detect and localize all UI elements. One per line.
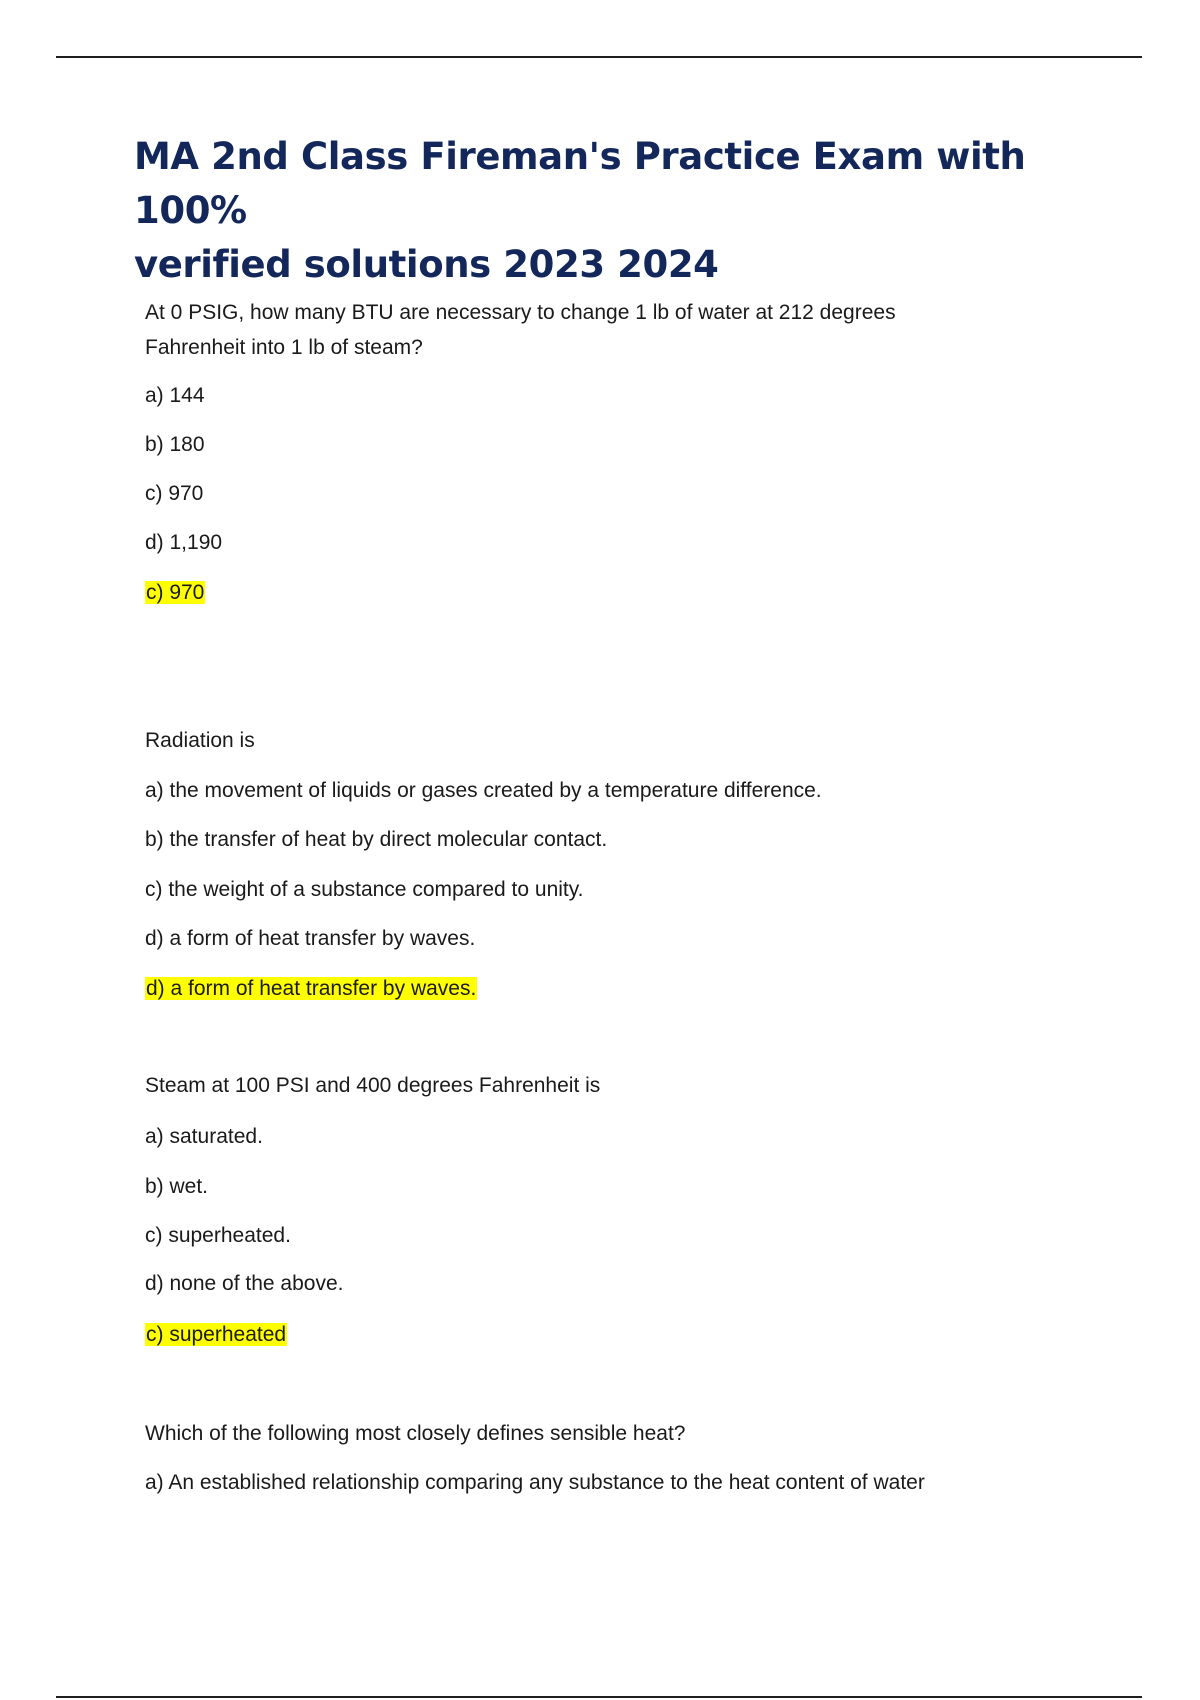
question-1-answer bbox=[145, 578, 205, 608]
question-3-option-d: d) none of the above. bbox=[145, 1272, 344, 1295]
question-1-text-line-1: At 0 PSIG, how many BTU are necessary to change 1 lb of water at 212 degrees bbox=[145, 301, 896, 324]
top-rule bbox=[56, 56, 1142, 58]
answer-highlight: d) a form of heat transfer by waves. bbox=[146, 977, 477, 1000]
question-2-option-c: c) the weight of a substance compared to unity. bbox=[145, 878, 584, 901]
question-2-option-b: b) the transfer of heat by direct molecular contact. bbox=[145, 828, 608, 851]
question-3-option-b: b) wet. bbox=[145, 1175, 209, 1198]
question-2-answer bbox=[145, 974, 477, 1004]
question-2-option-a: a) the movement of liquids or gases created by a temperature difference. bbox=[145, 779, 822, 802]
title-line-1: MA 2nd Class Fireman's Practice Exam with 100% bbox=[134, 135, 1026, 232]
question-4-option-a: a) An established relationship comparing any substance to the heat content of water bbox=[145, 1471, 925, 1494]
question-3-option-a: a) saturated. bbox=[145, 1125, 263, 1148]
bottom-rule bbox=[56, 1696, 1142, 1698]
question-3-text: Steam at 100 PSI and 400 degrees Fahrenheit is bbox=[145, 1074, 601, 1097]
question-4-text: Which of the following most closely defines sensible heat? bbox=[145, 1422, 686, 1445]
title-line-2: verified solutions 2023 2024 bbox=[134, 243, 719, 286]
question-3-answer bbox=[145, 1320, 287, 1350]
question-1-text-line-2: Fahrenheit into 1 lb of steam? bbox=[145, 336, 423, 359]
question-1-option-a: a) 144 bbox=[145, 384, 205, 407]
question-2-option-d: d) a form of heat transfer by waves. bbox=[145, 927, 476, 950]
document-title bbox=[134, 130, 1094, 292]
question-2-text: Radiation is bbox=[145, 729, 255, 752]
answer-highlight: c) superheated bbox=[146, 1323, 287, 1346]
question-1-option-c: c) 970 bbox=[145, 482, 204, 505]
question-1-option-b: b) 180 bbox=[145, 433, 205, 456]
question-3-option-c: c) superheated. bbox=[145, 1224, 291, 1247]
question-1-option-d: d) 1,190 bbox=[145, 531, 223, 554]
answer-highlight: c) 970 bbox=[146, 581, 205, 604]
